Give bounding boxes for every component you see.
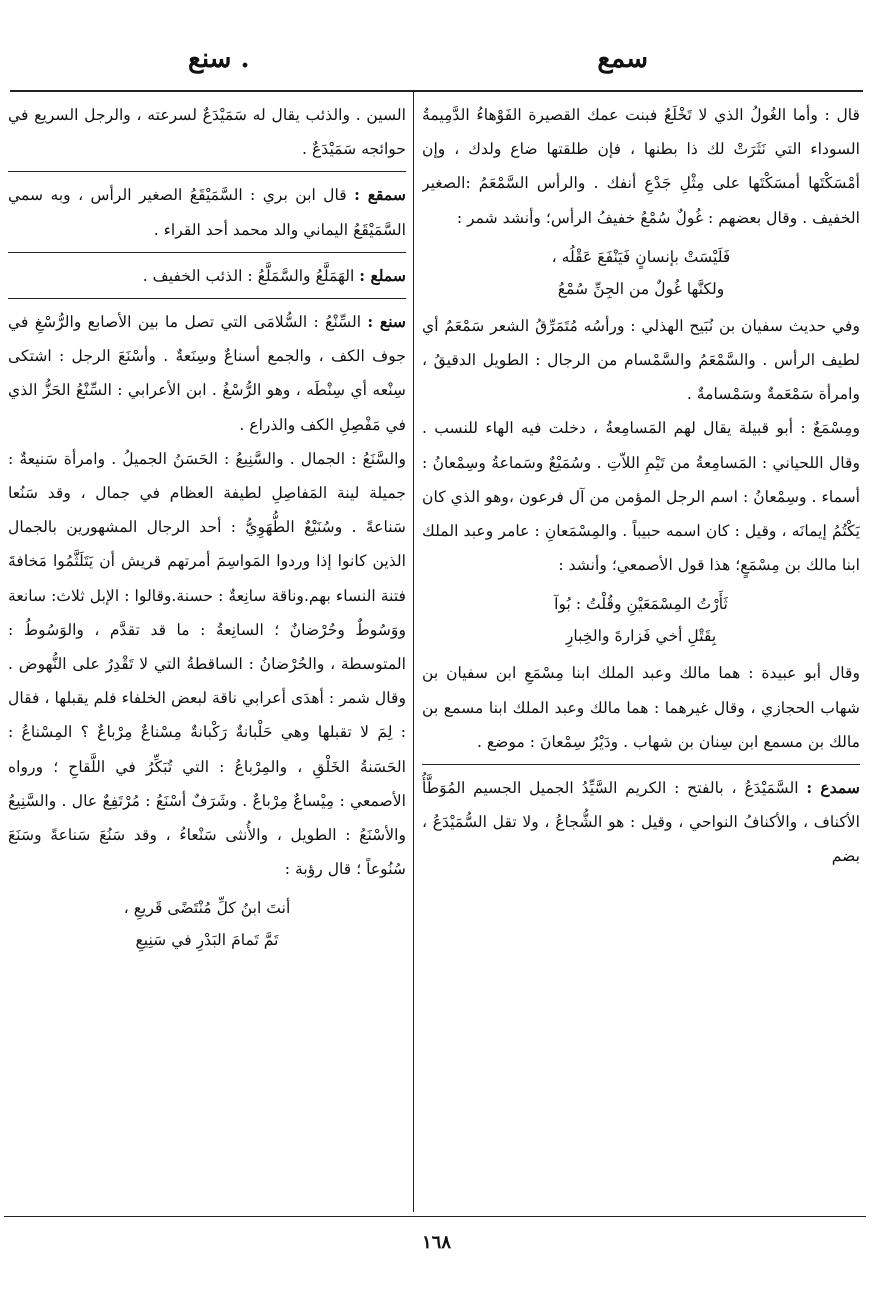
entry-headword: سمدع : xyxy=(806,778,860,798)
dictionary-entry xyxy=(8,178,406,246)
verse-line: أنتَ ابنُ كلِّ مُنْتَضًى قَريعِ ، xyxy=(123,899,291,918)
paragraph: وقال أبو عبيدة : هما مالك وعبد الملك ابنا مِسْمَعِ ابن سفيان بن شهاب الحجازي ، وقال غيرهما : هما مالك وعبد الملك ابنا مسمع بن مالك بن مسمع ابن سِنان بن شهاب . ودَيْرُ سِمْعانَ : موضع . xyxy=(422,664,860,751)
verse-line: فَلَيْسَتْ بإنسانٍ فَيَنْفَعَ عَقْلُه ، xyxy=(551,247,731,266)
entry-headword: سنع : xyxy=(367,312,406,332)
paragraph: ومِسْمَعٌ : أبو قبيلة يقال لهم المَسامِعةُ ، دخلت فيه الهاء للنسب . وقال اللحياني : المَسامِعةُ من تَيْمِ اللاّتِ . وسُمَيْعٌ وسَماعةُ وسِمْعانُ : أسماء . وسِمْعانُ : اسم الرجل المؤمن من آل فرعون ،وهو الذي كان يَكْتُمُ إيمانَه ، وقيل : كان اسمه حبيباً . والمِسْمَعانِ : عامر وعبد الملك ابنا مالك بن مِسْمَعٍ؛ هذا قول الأصمعي؛ وأنشد : xyxy=(422,419,860,575)
entry-text: الهَمَلَّعُ والسَّمَلَّعُ : الذئب الخفيف . xyxy=(142,266,355,285)
dictionary-entry xyxy=(8,259,406,293)
entry-headword: سمقع : xyxy=(354,185,406,205)
paragraph: قال : وأما الغُولُ الذي لا تَخْلَعُ فبنت عمك القصيرة الفَوْهاءُ الدَّمِيمةُ السوداء التي نَثَرَتْ لك ذا بطنها ، فإن طلقتها ضاع ولدك ، وإن أمْسَكْتَها أمسَكْتَها على مِثْلِ جَدْعِ أنفك . والرأس السَّمْعَمُ :الصغير الخفيف . وقال بعضهم : غُولٌ سُمْعُ خفيفُ الرأس؛ وأنشد شمر : xyxy=(422,106,860,227)
entry-headword: سملع : xyxy=(359,265,406,285)
entry-text: السِّنْعُ : السُّلامَى التي تصل ما بين الأصابع والرُّسْغِ في جوف الكف ، والجمع أسناعٌ وسِنَعةٌ . وأسْنَعَ الرجل : اشتكى سِنْعه أي سِنْطَه ، وهو الرُّسْغُ . ابن الأعرابي : السِّنْعُ الحَزُّ الذي في مَفْصِلِ الكف والذراع . xyxy=(8,313,406,434)
paragraph: السين . والذئب يقال له سَمَيْدَعٌ لسرعته ، والرجل السريع في حوائجه سَمَيْدَعٌ . xyxy=(8,106,406,159)
entry-separator xyxy=(8,252,406,253)
dictionary-entry xyxy=(8,305,406,442)
poetry-verse xyxy=(422,241,860,305)
poetry-verse xyxy=(422,588,860,652)
header-root-left: . سنع xyxy=(188,44,250,74)
verse-line: بِقَتْلِ أخي فَزارةَ والخِبارِ xyxy=(565,627,717,646)
paragraph: وفي حديث سفيان بن نُبَيح الهذلي : ورأسُه مُتَمَرِّقُ الشعر سَمْعَمُ أي لطيف الرأس . والسَّمْعَمُ والسَّمْسام من الرجال : الطويل الدقيقُ ، وامرأة سَمْعَمةٌ وسَمْسامةٌ . xyxy=(422,316,860,404)
entry-text: السَّمَيْدَعُ ، بالفتح : الكريم السَّيِّدُ الجميل الجسيم المُوَطَّأُ الأكناف ، والأكنافُ النواحي ، وقيل : هو الشُّجاعُ ، ولا تقل السُّمَيْدَعُ ، بضم xyxy=(422,779,860,866)
paragraph: والسَّنَعُ : الجمال . والسَّنِيعُ : الحَسَنُ الجميلُ . وامرأة سَنيعةٌ : جميلة لينة المَفاصِلِ لطيفة العظام في جمال ، وقد سَنُعا سَناعةً . وسُنَيْعٌ الطُّهَوِيُّ : أحد الرجال المشهورين بالجمال الذين كانوا إذا وردوا المَواسِمَ أمرتهم قريش أن يَتَلَثَّمُوا مَخافةَ فتنة النساء بهم.وناقة سانِعةٌ : حسنة.وقالوا : الإبل ثلاث: سانعة ووَسُوطٌ وحُرْضانٌ ؛ السانِعةُ : ما قد تقدَّم ، والوَسُوطُ : المتوسطة ، والحُرْضانُ : الساقطةُ التي لا تَقْدِرُ على النُّهوض . وقال شمر : أهدَى أعرابي ناقة لبعض الخلفاء فلم يقبلها ، فقال : لِمَ لا تقبلها وهي حَلْبانةٌ رَكْبانةٌ مِسْناعٌ مِرْباعٌ ؟ المِسْناعُ : الحَسَنةُ الخَلْقِ ، والمِرْباعُ : التي تُبَكِّرُ في اللَّقاحِ ؛ ورواه الأصمعي : مِيْساعٌ مِرْباعٌ . وشَرَفٌ أسْنَعُ : مُرْتَفِعٌ عال . والسَّنِيعُ والأسْنَعُ : الطويل ، والأُنثى سَنْعاءُ ، وقد سَنُعَ سَناعةً وسَنَعَ سُنُوعاً ؛ قال رؤبة : xyxy=(8,449,406,879)
column-divider xyxy=(413,92,414,1212)
verse-line: ثَأَرْتُ المِسْمَعَيْنِ وقُلْتُ : بُوآ xyxy=(554,595,728,614)
dictionary-entry xyxy=(422,771,860,874)
header-root-right: سمع xyxy=(597,44,648,74)
entry-text: قال ابن بري : السَّمَيْقَعُ الصغير الرأس ، وبه سمي السَّمَيْقَعُ اليماني والد محمد أحد القراء . xyxy=(8,186,406,239)
left-column xyxy=(8,98,406,1210)
header-rule xyxy=(10,90,863,92)
page-number: ١٦٨ xyxy=(421,1232,451,1253)
poetry-verse xyxy=(8,892,406,956)
entry-separator xyxy=(8,298,406,299)
verse-line: ولكنَّها غُولٌ من الجِنِّ سُمْعُ xyxy=(557,279,725,298)
entry-separator xyxy=(8,171,406,172)
verse-line: تَمَّ تَمامَ البَدْرِ في سَنِيعِ xyxy=(135,931,279,950)
entry-separator xyxy=(422,764,860,765)
footer-rule xyxy=(4,1216,866,1217)
right-column xyxy=(422,98,860,1210)
